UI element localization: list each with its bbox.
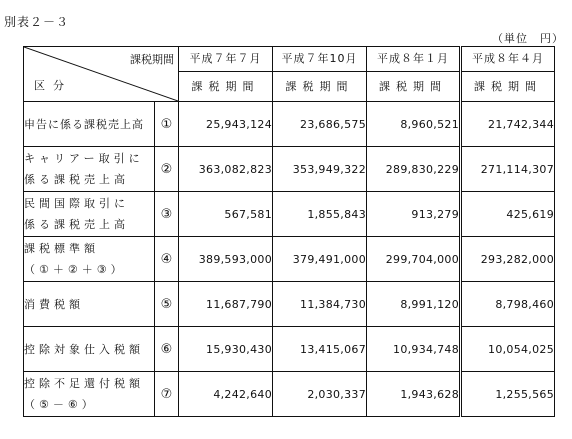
- cell-value: 271,114,307: [461, 147, 555, 192]
- row-mark: ⑤: [155, 282, 179, 327]
- cell-value: 1,943,628: [367, 372, 461, 417]
- period-date: 平成８年４月: [462, 47, 554, 72]
- row-label-line1: 控除不足還付税額: [24, 377, 144, 390]
- cell-value: 363,082,823: [179, 147, 273, 192]
- cell-value: 1,255,565: [461, 372, 555, 417]
- period-label: 課税期間: [474, 80, 542, 93]
- row-label-line1: キャリアー取引に: [24, 152, 144, 165]
- cell-value: 21,742,344: [461, 102, 555, 147]
- cell-value: 8,960,521: [367, 102, 461, 147]
- period-label: 課税期間: [285, 80, 354, 93]
- row-label-line1: 申告に係る課税売上高: [24, 117, 144, 131]
- cell-value: 13,415,067: [273, 327, 367, 372]
- cell-value: 4,242,640: [179, 372, 273, 417]
- period-date: 平成７年10月: [273, 47, 366, 72]
- cell-value: 11,687,790: [179, 282, 273, 327]
- row-label-line2: 係る課税売上高: [24, 173, 129, 186]
- corner-cell: [24, 47, 179, 102]
- cell-value: 1,855,843: [273, 192, 367, 237]
- row-label: [24, 282, 155, 327]
- corner-bottom-label: 区分: [34, 79, 72, 92]
- cell-value: 15,930,430: [179, 327, 273, 372]
- period-header-1: [179, 47, 273, 102]
- row-label: [24, 147, 155, 192]
- table-row: [24, 147, 555, 192]
- cell-value: 299,704,000: [367, 237, 461, 282]
- row-label-line2: （⑤－⑥）: [24, 398, 97, 411]
- cell-value: 10,934,748: [367, 327, 461, 372]
- row-label: [24, 102, 155, 147]
- period-header-2: [273, 47, 367, 102]
- unit-label: （単位 円）: [492, 32, 564, 45]
- cell-value: 2,030,337: [273, 372, 367, 417]
- row-label: [24, 327, 155, 372]
- row-mark: ④: [155, 237, 179, 282]
- row-mark: ①: [155, 102, 179, 147]
- page-label: 別表２－３: [4, 15, 70, 29]
- row-mark: ③: [155, 192, 179, 237]
- row-label: [24, 237, 155, 282]
- table-row: [24, 327, 555, 372]
- period-date: 平成８年１月: [367, 47, 459, 72]
- cell-value: 289,830,229: [367, 147, 461, 192]
- row-label: [24, 192, 155, 237]
- table-row: [24, 102, 555, 147]
- corner-top-label: 課税期間: [130, 53, 174, 66]
- row-mark: ⑥: [155, 327, 179, 372]
- table-row: [24, 282, 555, 327]
- cell-value: 379,491,000: [273, 237, 367, 282]
- tax-table: [23, 46, 555, 417]
- cell-value: 8,798,460: [461, 282, 555, 327]
- period-header-3: [367, 47, 461, 102]
- row-label-line1: 課税標準額: [24, 242, 99, 255]
- row-label-line1: 控除対象仕入税額: [24, 342, 144, 356]
- cell-value: 23,686,575: [273, 102, 367, 147]
- period-label: 課税期間: [191, 80, 260, 93]
- cell-value: 353,949,322: [273, 147, 367, 192]
- cell-value: 425,619: [461, 192, 555, 237]
- cell-value: 10,054,025: [461, 327, 555, 372]
- row-label: [24, 372, 155, 417]
- cell-value: 293,282,000: [461, 237, 555, 282]
- table-row: [24, 372, 555, 417]
- cell-value: 913,279: [367, 192, 461, 237]
- row-label-line1: 消費税額: [24, 297, 84, 311]
- cell-value: 8,991,120: [367, 282, 461, 327]
- header-row: [24, 47, 555, 102]
- cell-value: 567,581: [179, 192, 273, 237]
- cell-value: 389,593,000: [179, 237, 273, 282]
- cell-value: 11,384,730: [273, 282, 367, 327]
- row-label-line2: 係る課税売上高: [24, 218, 129, 231]
- row-label-line2: （①＋②＋③）: [24, 263, 126, 276]
- cell-value: 25,943,124: [179, 102, 273, 147]
- row-mark: ②: [155, 147, 179, 192]
- row-mark: ⑦: [155, 372, 179, 417]
- table-row: [24, 237, 555, 282]
- period-date: 平成７年７月: [179, 47, 272, 72]
- table-row: [24, 192, 555, 237]
- row-label-line1: 民間国際取引に: [24, 197, 129, 210]
- period-header-4: [461, 47, 555, 102]
- period-label: 課税期間: [379, 80, 447, 93]
